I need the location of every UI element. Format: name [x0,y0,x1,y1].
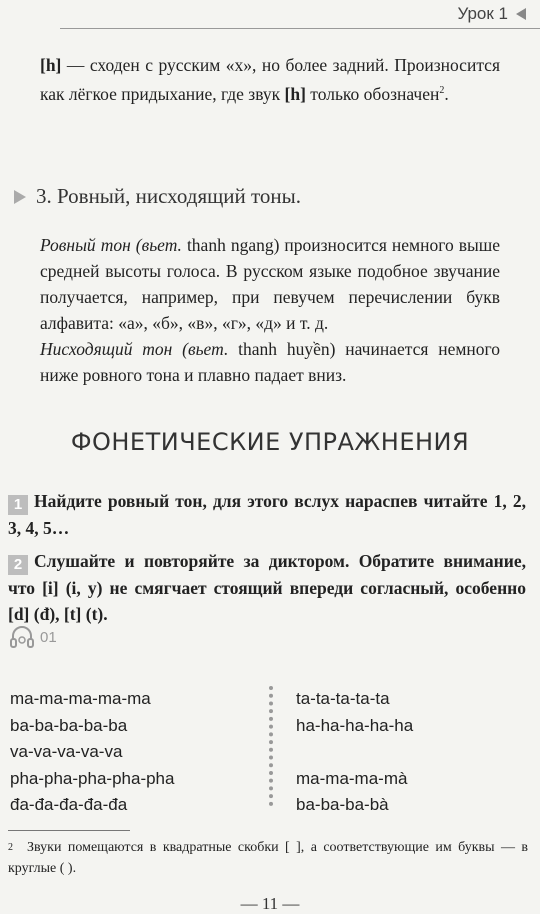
page-number: — 11 — [240,894,300,913]
section-title: 3. Ровный, нисходящий тоны. [36,184,302,208]
list-item: ma-ma-ma-ma-ma [10,689,151,708]
h-description-end: только обозначен [305,83,440,104]
lesson-header [457,4,526,24]
list-item: đa-đa-đa-đa-đa [10,795,128,814]
footnote-ref: 2 [439,85,445,96]
footnote-text: Звуки помещаются в квадратные скобки [ ], а соответствующие им буквы — в круглые ( ). [8,840,528,876]
list-item: ma-ma-ma-mà [296,768,408,788]
tones-paragraph [40,232,500,388]
viet-abbrev-2: (вьет. [182,339,229,359]
dotted-divider [269,686,273,806]
exercise-1 [8,488,526,541]
list-item: ha-ha-ha-ha-ha [296,715,414,735]
syllable-list-right [296,686,413,819]
falling-tone-term: Нисходящий тон [40,339,173,359]
exercise-2 [8,548,526,627]
falling-tone-text: thanh huyền) начинается немного ниже ровного тона и плавно падает вниз. [40,339,501,385]
list-item: ba-ba-ba-bà [296,795,389,814]
list-item [296,739,413,766]
symbol-h-2: [h] [284,83,306,104]
list-item: ba-ba-ba-ba-ba [10,715,128,735]
headphones-icon [8,624,36,650]
level-tone-term: Ровный тон [40,235,131,255]
audio-track[interactable] [8,624,57,650]
symbol-h: [h] [40,55,62,75]
footnote-mark: 2 [8,842,13,853]
exercise-text: Найдите ровный тон, для этого вслух нараспев читайте 1, 2, 3, 4, 5… [8,491,526,538]
list-item: va-va-va-va-va [10,742,123,761]
triangle-right-icon [14,190,26,204]
level-tone-text: thanh ngang) произносится немного выше средней высоты голоса. В русском языке подобное звучание получается, например, при певучем перечислении букв алфавита: «а», «б», «в», «г», «д» и т. д. [40,235,501,333]
h-description: — сходен с русским «х», но более задний. Произносится как лёгкое придыхание, где звук [40,55,500,104]
lesson-label: Урок 1 [457,4,508,23]
header-divider [60,28,540,29]
h-sound-paragraph [40,52,500,107]
footnote-divider [8,830,130,831]
footnote [8,837,528,879]
track-number: 01 [40,628,57,646]
section-heading [14,184,301,209]
viet-abbrev: (вьет. [135,235,182,255]
exercises-heading: ФОНЕТИЧЕСКИЕ УПРАЖНЕНИЯ [70,428,470,456]
list-item: ta-ta-ta-ta-ta [296,689,390,708]
period: . [444,83,449,104]
exercise-number-badge: 1 [8,495,28,515]
list-item: pha-pha-pha-pha-pha [10,768,175,788]
syllable-list-left [10,686,174,819]
triangle-left-icon [516,8,526,20]
exercise-number-badge: 2 [8,555,28,575]
exercise-text: Слушайте и повторяйте за диктором. Обратите внимание, что [i] (i, y) не смягчает стоящий впереди согласный, особенно [d] (đ), [t] (t). [8,551,526,624]
